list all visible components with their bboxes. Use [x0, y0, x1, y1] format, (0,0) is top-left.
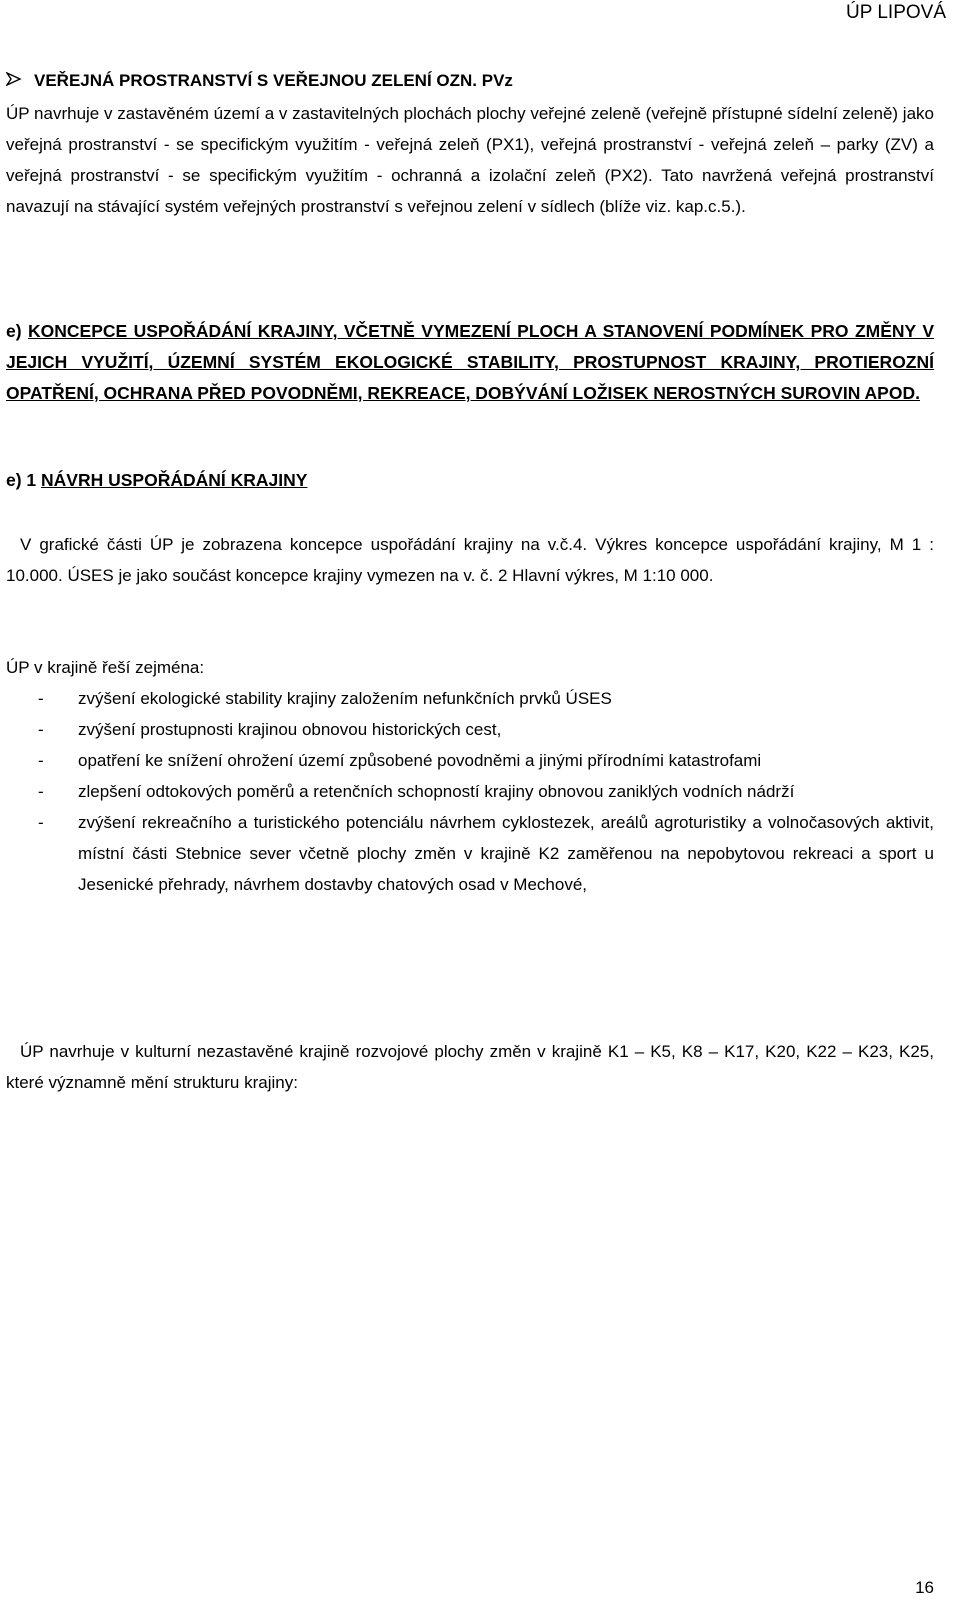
list-dash: - [38, 782, 44, 801]
section-heading [6, 71, 513, 91]
list-dash: - [38, 813, 44, 832]
list-item-text: zvýšení ekologické stability krajiny založením nefunkčních prvků ÚSES [78, 689, 612, 708]
list-item [6, 683, 934, 714]
paragraph-change-areas: ÚP navrhuje v kulturní nezastavěné krajině rozvojové plochy změn v krajině K1 – K5, K8 – K17, K20, K22 – K23, K25, které významně mění strukturu krajiny: [6, 1042, 934, 1092]
list-dash: - [38, 689, 44, 708]
chapter-prefix: e) [6, 321, 28, 341]
page-number: 16 [915, 1578, 934, 1597]
subchapter-heading [6, 470, 307, 491]
list-item [6, 807, 934, 900]
paragraph-graphic-part: V grafické části ÚP je zobrazena koncepce uspořádání krajiny na v.č.4. Výkres koncepce uspořádání krajiny, M 1 : 10.000. ÚSES je jako součást koncepce krajiny vymezen na v. č. 2 Hlavní výkres, M 1:10 000. [6, 535, 934, 585]
list-intro: ÚP v krajině řeší zejména: [6, 658, 205, 677]
list-item-text: opatření ke snížení ohrožení území způsobené povodněmi a jinými přírodními katastrofami [78, 751, 762, 770]
list-item-text: zvýšení prostupnosti krajinou obnovou historických cest, [78, 720, 502, 739]
list-dash: - [38, 751, 44, 770]
list-item-text: zvýšení rekreačního a turistického potenciálu návrhem cyklostezek, areálů agroturistiky a volnočasových aktivit, místní části Stebnice sever včetně plochy změn v krajině K2 zaměřenou na nepobytovou rekreaci a sport u Jesenické přehrady, návrhem dostavby chatových osad v Mechové, [78, 813, 934, 894]
list-item-text: zlepšení odtokových poměrů a retenčních schopností krajiny obnovou zaniklých vodních nádrží [78, 782, 795, 801]
list-dash: - [38, 720, 44, 739]
measures-list [6, 683, 934, 900]
list-item [6, 714, 934, 745]
page-header: ÚP LIPOVÁ [846, 2, 946, 23]
subchapter-title: NÁVRH USPOŘÁDÁNÍ KRAJINY [41, 470, 308, 490]
arrow-bullet-icon [6, 72, 34, 91]
section-paragraph: ÚP navrhuje v zastavěném území a v zastavitelných plochách plochy veřejné zeleně (veřejně přístupné sídelní zeleně) jako veřejná prostranství - se specifickým využitím - veřejná zeleň (PX1), veřejná prostranství - veřejná zeleň – parky (ZV) a veřejná prostranství - se specifickým využitím - ochranná a izolační zeleň (PX2). Tato navržená veřejná prostranství navazují na stávající systém veřejných prostranství s veřejnou zelení v sídlech (blíže viz. kap.c.5.). [6, 104, 934, 216]
subchapter-prefix: e) 1 [6, 470, 42, 490]
list-item [6, 776, 934, 807]
section-heading-text: VEŘEJNÁ PROSTRANSTVÍ S VEŘEJNOU ZELENÍ OZN. PVz [34, 71, 513, 90]
chapter-title: KONCEPCE USPOŘÁDÁNÍ KRAJINY, VČETNĚ VYMEZENÍ PLOCH A STANOVENÍ PODMÍNEK PRO ZMĚNY V JEJICH VYUŽITÍ, ÚZEMNÍ SYSTÉM EKOLOGICKÉ STABILITY, PROSTUPNOST KRAJINY, PROTIEROZNÍ OPATŘENÍ, OCHRANA PŘED POVODNĚMI, REKREACE, DOBÝVÁNÍ LOŽISEK NEROSTNÝCH SUROVIN APOD. [6, 321, 934, 403]
chapter-heading [6, 316, 934, 409]
list-item [6, 745, 934, 776]
